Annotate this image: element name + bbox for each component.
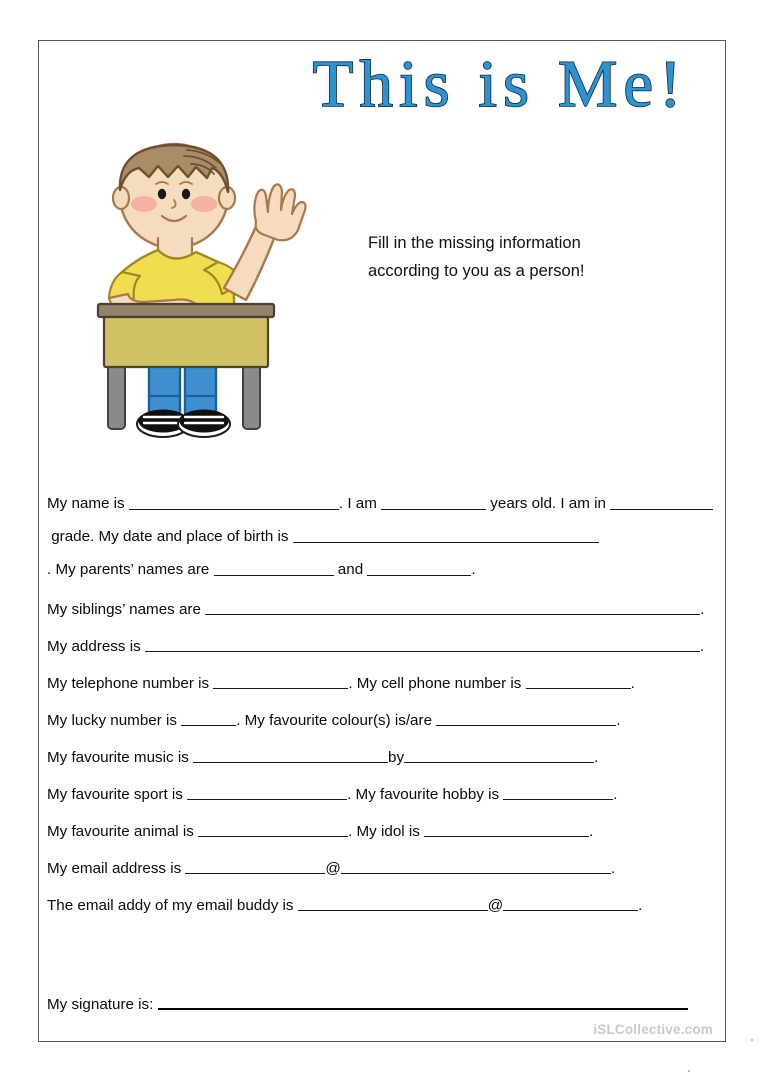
form-label-text: . My parents’ names are: [47, 561, 214, 578]
fill-in-blank[interactable]: [481, 529, 599, 543]
form-label-text: .: [630, 675, 635, 692]
form-row-favourite-music: [47, 748, 719, 767]
form-label-text: and: [333, 561, 368, 578]
form-label-text: .: [638, 897, 643, 914]
instruction-line-2: according to you as a person!: [368, 262, 585, 280]
form-row-siblings-names: [47, 600, 719, 619]
form-label-text: .: [616, 712, 621, 729]
fill-in-blank[interactable]: [187, 786, 347, 800]
fill-in-blank[interactable]: [503, 786, 613, 800]
form-fields-list: [47, 487, 719, 933]
form-label-text: years old. I am in: [486, 495, 611, 512]
form-label-text: . My idol is: [348, 823, 425, 840]
instruction-line-1: Fill in the missing information: [368, 234, 581, 252]
fill-in-blank[interactable]: [526, 675, 631, 689]
form-label-text: My favourite animal is: [47, 823, 199, 840]
fill-in-blank[interactable]: [181, 712, 236, 726]
form-label-text: The email addy of my email buddy is: [47, 897, 298, 914]
form-label-text: My favourite sport is: [47, 786, 188, 803]
boy-raising-hand-at-desk-illustration: [92, 138, 310, 450]
form-label-text: .: [700, 601, 705, 618]
fill-in-blank[interactable]: [341, 860, 611, 874]
form-label-text: grade. My date and place of birth is: [47, 528, 293, 545]
page-title: This is Me!: [312, 47, 688, 121]
scan-artifact-dot-1: [751, 1039, 753, 1041]
signature-row: [47, 996, 719, 1013]
form-label-text: . My cell phone number is: [348, 675, 526, 692]
form-row-favourite-animal-idol: [47, 822, 719, 841]
form-label-text: @: [325, 860, 341, 877]
form-label-text: My email address is: [47, 860, 186, 877]
fill-in-blank[interactable]: [214, 562, 334, 576]
fill-in-blank[interactable]: [404, 749, 594, 763]
form-label-text: My name is: [47, 495, 129, 512]
form-label-text: My siblings’ names are: [47, 601, 206, 618]
fill-in-blank[interactable]: [145, 638, 700, 652]
form-label-text: . My favourite hobby is: [347, 786, 504, 803]
form-label-text: My favourite music is: [47, 749, 194, 766]
fill-in-blank[interactable]: [381, 496, 486, 510]
form-label-text: My telephone number is: [47, 675, 214, 692]
fill-in-blank[interactable]: [213, 675, 348, 689]
form-row-lucky-number-colour: [47, 711, 719, 730]
form-label-text: .: [471, 561, 476, 578]
form-label-text: by: [388, 749, 405, 766]
form-label-text: My address is: [47, 638, 145, 655]
form-row-favourite-sport-hobby: [47, 785, 719, 804]
fill-in-blank[interactable]: [503, 897, 638, 911]
form-row-email-address: [47, 859, 719, 878]
form-label-text: .: [699, 638, 705, 655]
fill-in-blank[interactable]: [129, 496, 339, 510]
signature-blank[interactable]: [158, 997, 688, 1010]
form-label-text: .: [613, 786, 618, 803]
fill-in-blank[interactable]: [205, 601, 700, 615]
form-label-text: .: [594, 749, 599, 766]
form-row-telephone-and-cell: [47, 674, 719, 693]
footer-watermark: iSLCollective.com: [593, 1022, 713, 1037]
form-row-address: [47, 637, 719, 656]
fill-in-blank[interactable]: [367, 562, 471, 576]
fill-in-blank[interactable]: [198, 823, 348, 837]
instruction-text: [368, 229, 688, 285]
fill-in-blank[interactable]: [436, 712, 616, 726]
form-row-email-buddy-address: [47, 896, 719, 915]
form-label-text: .: [589, 823, 594, 840]
fill-in-blank[interactable]: [298, 897, 488, 911]
form-row-name-age-grade-birth: [47, 487, 719, 586]
form-label-text: My lucky number is: [47, 712, 182, 729]
scan-artifact-dot-2: [688, 1070, 690, 1072]
form-label-text: @: [487, 897, 504, 914]
form-label-text: . I am: [338, 495, 382, 512]
fill-in-blank[interactable]: [193, 749, 388, 763]
form-label-text: . My favourite colour(s) is/are: [236, 712, 437, 729]
fill-in-blank[interactable]: [424, 823, 589, 837]
form-label-text: .: [610, 860, 616, 877]
fill-in-blank[interactable]: [610, 496, 713, 510]
signature-label: My signature is:: [47, 996, 158, 1013]
fill-in-blank[interactable]: [185, 860, 325, 874]
fill-in-blank[interactable]: [293, 529, 481, 543]
